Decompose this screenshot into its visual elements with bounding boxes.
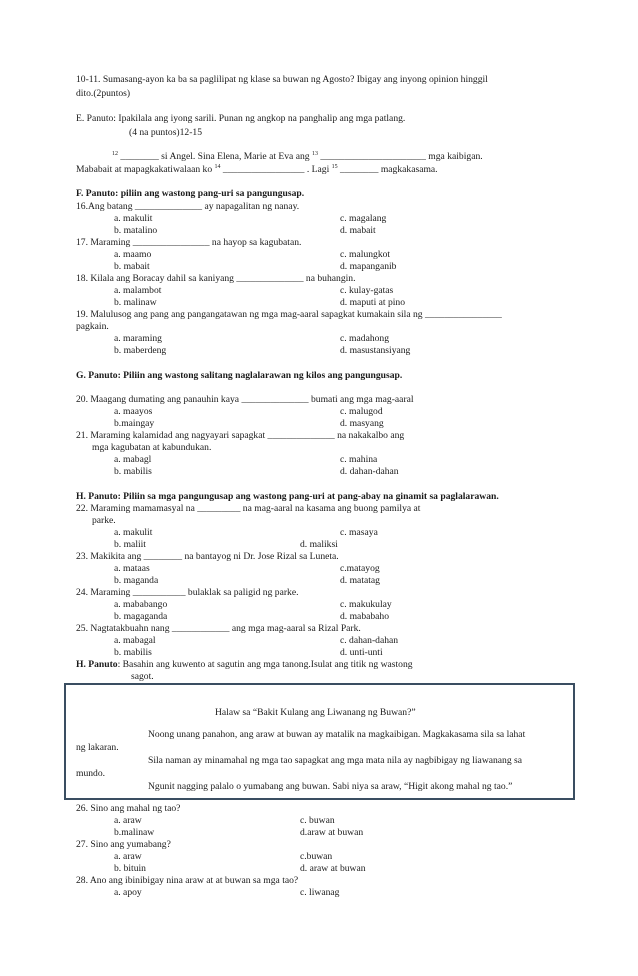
q27-option-d: d. araw at buwan [300,863,366,874]
question-10-11-line2: dito.(2puntos) [76,88,131,99]
q20-option-c: c. malugod [340,406,383,417]
item-number-13: 13 [311,150,318,157]
q17-option-a: a. maamo [114,249,152,260]
q23-option-d: d. matatag [340,575,380,586]
q24-option-b: b. magaganda [114,611,168,622]
q25-option-c: c. dahan-dahan [340,635,399,646]
q26-option-d: d.araw at buwan [300,827,364,838]
q19-option-d: d. masustansiyang [340,345,411,356]
section-h-heading: H. Panuto: Piliin sa mga pangungusap ang wastong pang-uri at pang-abay na ginamit sa paglalarawan. [76,491,499,502]
q23-option-c: c.matayog [340,563,380,574]
q19-option-c: c. madahong [340,333,390,344]
q26-option-a: a. araw [114,815,142,826]
q26-option-c: c. buwan [300,815,335,826]
q19-option-b: b. maberdeng [114,345,167,356]
q22-option-b: b. maliit [114,539,146,550]
q26-option-b: b.malinaw [114,827,155,838]
question-26: 26. Sino ang mahal ng tao? [76,803,181,814]
q25-option-b: b. mabilis [114,647,152,658]
section-e-sentence-1 [112,151,483,163]
sentence-1-part1: ________ si Angel. Sina Elena, Marie at Eva ang [118,151,312,162]
q21-option-a: a. mabagl [114,454,152,465]
q27-option-c: c.buwan [300,851,333,862]
q18-option-c: c. kulay-gatas [340,285,394,296]
section-e-points: (4 na puntos)12-15 [129,127,203,138]
section-f-heading: F. Panuto: piliin ang wastong pang-uri sa pangungusap. [76,188,305,199]
section-h2-text: : Basahin ang kuwento at sagutin ang mga tanong.Isulat ang titik ng wastong [117,659,413,670]
story-paragraph-2-line2: mundo. [76,768,106,779]
question-18: 18. Kilala ang Boracay dahil sa kaniyang ______________ na buhangin. [76,273,356,284]
q16-option-a: a. makulit [114,213,153,224]
q18-option-a: a. malambot [114,285,162,296]
q23-option-a: a. mataas [114,563,150,574]
q28-option-a: a. apoy [114,887,142,898]
question-17: 17. Maraming ________________ na hayop sa kagubatan. [76,237,302,248]
q16-option-c: c. magalang [340,213,387,224]
q22-option-c: c. masaya [340,527,378,538]
q25-option-d: d. unti-unti [340,647,383,658]
item-number-12: 12 [112,150,118,157]
q17-option-c: c. malungkot [340,249,391,260]
story-paragraph-1-line2: ng lakaran. [76,742,119,753]
question-25: 25. Nagtatakbuahn nang ____________ ang mga mag-aaral sa Rizal Park. [76,623,361,634]
sentence-2-part3: ________ magkakasama. [337,164,438,175]
section-h2-instruction [76,659,413,671]
q24-option-a: a. mababango [114,599,168,610]
question-21-line1: 21. Maraming kalamidad ang nagyayari sapagkat ______________ na nakakalbo ang [76,430,405,441]
sentence-2-part2: _________________ . Lagi [220,164,332,175]
question-19-line2: pagkain. [76,321,109,332]
question-22-line1: 22. Maraming mamamasyal na _________ na mag-aaral na kasama ang buong pamilya at [76,503,421,514]
question-10-11-line1: 10-11. Sumasang-ayon ka ba sa paglilipat ng klase sa buwan ng Agosto? Ibigay ang inyong opinion hinggil [76,74,488,85]
q28-option-c: c. liwanag [300,887,340,898]
q27-option-a: a. araw [114,851,142,862]
q21-option-c: c. mahina [340,454,378,465]
question-28: 28. Ano ang ibinibigay nina araw at at buwan sa mga tao? [76,875,299,886]
item-number-14: 14 [214,163,221,170]
section-h2-label: H. Panuto [76,659,118,670]
section-e-instruction: E. Panuto: Ipakilala ang iyong sarili. Punan ng angkop na panghalip ang mga patlang. [76,113,406,124]
question-20: 20. Maagang dumating ang panauhin kaya ______________ bumati ang mga mag-aaral [76,394,414,405]
story-title: Halaw sa “Bakit Kulang ang Liwanang ng Buwan?” [215,707,416,718]
question-23: 23. Makikita ang ________ na bantayog ni Dr. Jose Rizal sa Luneta. [76,551,339,562]
q19-option-a: a. maraming [114,333,162,344]
q18-option-b: b. malinaw [114,297,157,308]
item-number-15: 15 [331,163,338,170]
question-27: 27. Sino ang yumabang? [76,839,171,850]
q23-option-b: b. maganda [114,575,159,586]
story-paragraph-2-line1: Sila naman ay minamahal ng mga tao sapagkat ang mga mata nila ay nagbibigay ng liawanang sa [148,755,523,766]
q25-option-a: a. mabagal [114,635,156,646]
question-22-line2: parke. [92,515,116,526]
q27-option-b: b. bituin [114,863,146,874]
section-g-heading: G. Panuto: Piliin ang wastong salitang naglalarawan ng kilos ang pangungusap. [76,370,403,381]
section-h2-line2: sagot. [131,671,154,682]
story-paragraph-3-line1: Ngunit nagging palalo o yumabang ang buwan. Sabi niya sa araw, “Higit akong mahal ng tao.” [148,781,513,792]
q17-option-d: d. mapanganib [340,261,397,272]
q16-option-d: d. mabait [340,225,376,236]
section-e-sentence-2 [76,164,438,176]
story-paragraph-1-line1: Noong unang panahon, ang araw at buwan ay matalik na magkaibigan. Magkakasama sila sa lahat [148,729,526,740]
sentence-1-part2: ______________________ mga kaibigan. [317,151,483,162]
q20-option-b: b.maingay [114,418,155,429]
q21-option-b: b. mabilis [114,466,152,477]
question-19-line1: 19. Malulusog ang pang ang pangangatawan ng mga mag-aaral sapagkat kumakain sila ng ________________ [76,309,502,320]
q17-option-b: b. mabait [114,261,150,272]
q21-option-d: d. dahan-dahan [340,466,399,477]
q20-option-d: d. masyang [340,418,384,429]
q24-option-c: c. makukulay [340,599,392,610]
q24-option-d: d. mababaho [340,611,390,622]
q20-option-a: a. maayos [114,406,153,417]
question-24: 24. Maraming ___________ bulaklak sa paligid ng parke. [76,587,299,598]
q22-option-d: d. maliksi [300,539,338,550]
q22-option-a: a. makulit [114,527,153,538]
sentence-2-part1: Mababait at mapagkakatiwalaan ko [76,164,215,175]
q18-option-d: d. maputi at pino [340,297,406,308]
question-16: 16.Ang batang ______________ ay napagalitan ng nanay. [76,201,300,212]
question-21-line2: mga kagubatan at kabundukan. [92,442,212,453]
q16-option-b: b. matalino [114,225,158,236]
